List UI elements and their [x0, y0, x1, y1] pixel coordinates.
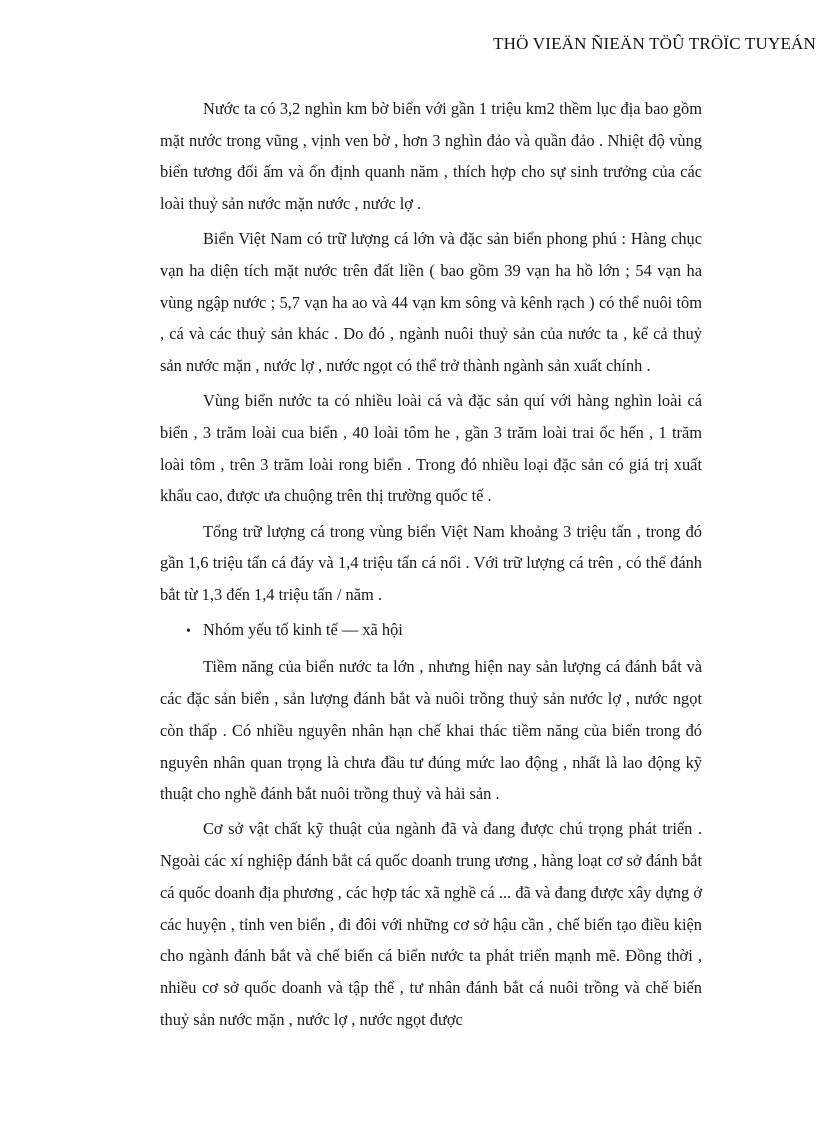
page-header: THÖ VIEÄN ÑIEÄN TÖÛ TRÖÏC TUYEÁN — [493, 34, 816, 53]
paragraph-total-reserves: Tổng trữ lượng cá trong vùng biển Việt Nam khoảng 3 triệu tấn , trong đó gần 1,6 triệu tấn cá đáy và 1,4 triệu tấn cá nổi . Với trữ lượng cá trên , có thể đánh bắt từ 1,3 đến 1,4 triệu tấn / năm . — [160, 521, 702, 605]
paragraph-fish-reserves: Biển Việt Nam có trữ lượng cá lớn và đặc sản biển phong phú : Hàng chục vạn ha diện tích mặt nước trên đất liền ( bao gồm 39 vạn ha hồ lớn ; 54 vạn ha vùng ngập nước ; 5,7 vạn ha ao và 44 vạn km sông và kênh rạch ) có thể nuôi tôm , cá và các thuỷ sản khác . Do đó , ngành nuôi thuỷ sản của nước ta , kể cả thuỷ sản nước mặn , nước lợ , nước ngọt có thể trở thành ngành sản xuất chính . — [160, 229, 702, 376]
document-body — [160, 93, 702, 1039]
paragraph-coastline: Nước ta có 3,2 nghìn km bờ biển với gần 1 triệu km2 thềm lục địa bao gồm mặt nước trong vũng , vịnh ven bờ , hơn 3 nghìn đảo và quần đảo . Nhiệt độ vùng biển tương đối ấm và ổn định quanh năm , thích hợp cho sự sinh trưởng của các loài thuỷ sản nước mặn nước , nước lợ . — [160, 99, 702, 214]
bullet-socioeconomic — [160, 614, 702, 648]
bullet-icon: • — [186, 624, 191, 640]
bullet-text: Nhóm yếu tố kinh tế — xã hội — [203, 620, 403, 640]
paragraph-infrastructure: Cơ sở vật chất kỹ thuật của ngành đã và đang được chú trọng phát triển . Ngoài các xí nghiệp đánh bắt cá quốc doanh trung ương , hàng loạt cơ sở đánh bắt cá quốc doanh địa phương , các hợp tác xã nghề cá ... đã và đang được xây dựng ở các huyện , tỉnh ven biển , đi đôi với những cơ sở hậu cần , chế biến tạo điều kiện cho ngành đánh bắt và chế biến cá biển nước ta phát triển mạnh mẽ. Đồng thời , nhiều cơ sở quốc doanh và tập thể , tư nhân đánh bắt cá nuôi trồng và chế biến thuỷ sản nước mặn , nước lợ , nước ngọt được — [160, 819, 702, 1029]
paragraph-potential: Tiềm năng của biển nước ta lớn , nhưng hiện nay sản lượng cá đánh bắt và các đặc sản biển , sản lượng đánh bắt và nuôi trồng thuỷ sản nước lợ , nước ngọt còn thấp . Có nhiều nguyên nhân hạn chế khai thác tiềm năng của biển trong đó nguyên nhân quan trọng là chưa đầu tư đúng mức lao động , nhất là lao động kỹ thuật cho nghề đánh bắt nuôi trồng thuỷ và hải sản . — [160, 657, 702, 804]
paragraph-species: Vùng biển nước ta có nhiều loài cá và đặc sản quí với hàng nghìn loài cá biển , 3 trăm loài cua biển , 40 loài tôm he , gần 3 trăm loài trai ốc hến , 1 trăm loài tôm , trên 3 trăm loài rong biển . Trong đó nhiều loại đặc sản có giá trị xuất khẩu cao, được ưa chuộng trên thị trường quốc tế . — [160, 391, 702, 506]
